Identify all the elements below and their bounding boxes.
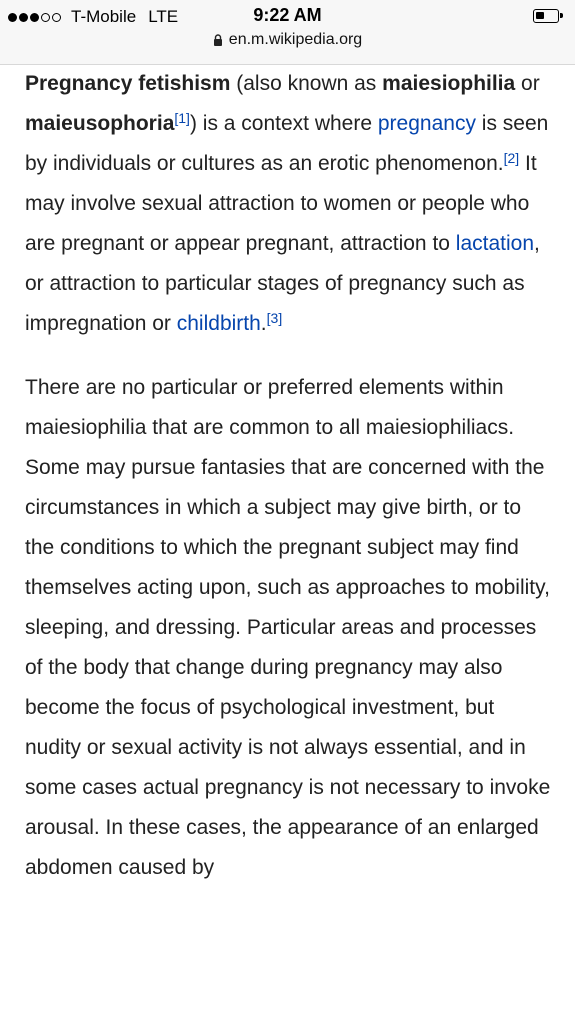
article-paragraph-2: There are no particular or preferred elements within maiesiophilia that are common to all maiesiophiliacs. Some may pursue fantasies that are concerned with the circumstances in which a subject may give birth, or to the conditions to which the pregnant subject may find themselves acting upon, such as approaches to mobility, sleeping, and dressing. Particular areas and processes of the body that change during pregnancy may also become the focus of psychological investment, but nudity or sexual activity is not always essential, and in some cases actual pregnancy is not necessary to invoke arousal. In these cases, the appearance of an enlarged abdomen caused by <box>25 376 551 879</box>
status-time: 9:22 AM <box>253 5 322 25</box>
reference-link-3[interactable]: [3] <box>266 310 283 326</box>
battery-cap <box>560 13 563 18</box>
reference-link-2[interactable]: [2] <box>503 150 520 166</box>
carrier-name: T-Mobile <box>71 7 137 26</box>
text-run: . <box>260 312 267 335</box>
text-run: ) is a context where <box>189 112 378 135</box>
reference-link-1[interactable]: [1] <box>174 110 190 126</box>
text-run: , or attraction to particular stages of pregnancy such as impregnation or <box>25 232 540 335</box>
text-run: is seen by individuals or cultures as an erotic phenomenon. <box>25 112 549 175</box>
text-run: It may involve sexual attraction to women or people who are pregnant or appear pregnant, attraction to <box>25 152 537 255</box>
article-content <box>25 64 555 888</box>
text-run: or <box>515 72 540 95</box>
alt-name-1: maiesiophilia <box>382 72 516 95</box>
status-bar <box>0 0 575 65</box>
battery-fill <box>536 12 544 19</box>
link-childbirth[interactable]: childbirth <box>176 312 261 335</box>
link-lactation[interactable]: lactation <box>455 232 535 255</box>
url-bar[interactable] <box>0 31 575 49</box>
term-bold: Pregnancy fetishism <box>25 72 231 95</box>
lock-icon <box>213 34 223 46</box>
network-type: LTE <box>148 7 179 26</box>
battery-icon <box>533 9 559 23</box>
alt-name-2: maieusophoria <box>25 112 175 135</box>
article-paragraph-1 <box>25 64 555 344</box>
url-text[interactable]: en.m.wikipedia.org <box>228 31 363 48</box>
link-pregnancy[interactable]: pregnancy <box>377 112 476 135</box>
text-run: (also known as <box>230 72 383 95</box>
